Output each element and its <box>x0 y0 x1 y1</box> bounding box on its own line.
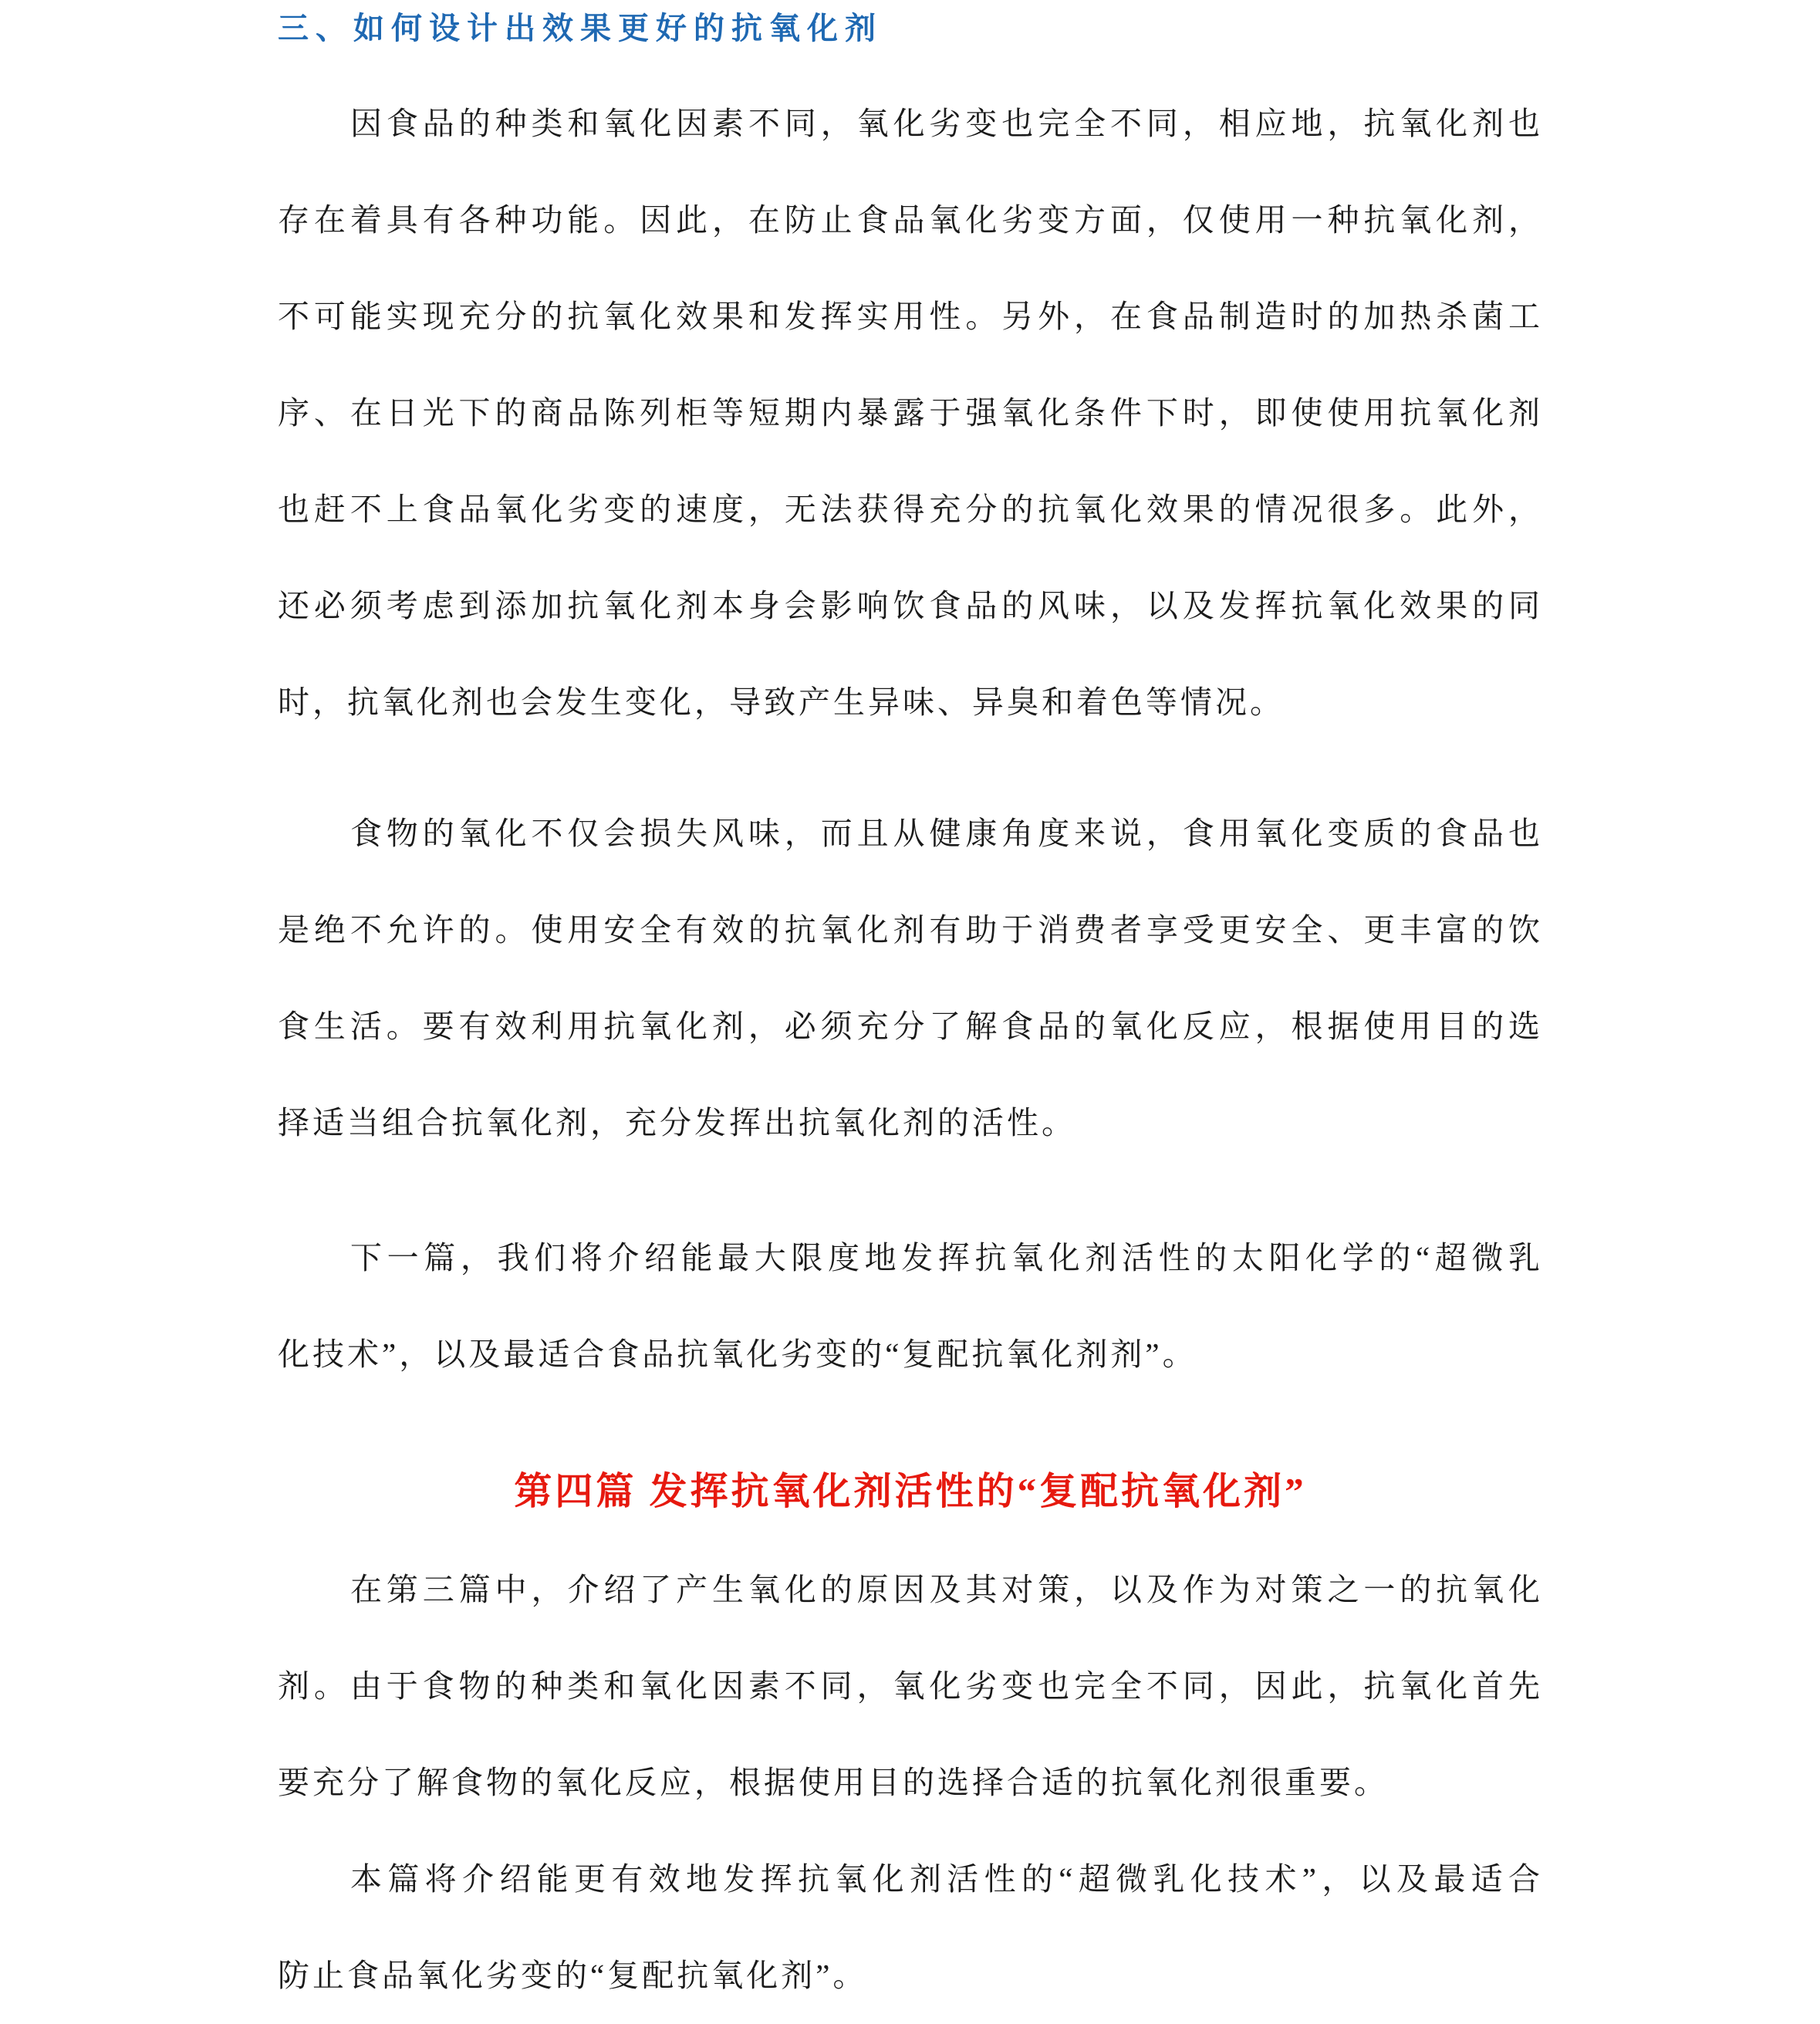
paragraph-antioxidant-functions <box>278 76 1543 751</box>
document-body <box>278 5 1543 2024</box>
text-line: 序、在日光下的商品陈列柜等短期内暴露于强氧化条件下时，即使使用抗氧化剂 <box>278 395 1543 431</box>
paragraph-chapter3-recap <box>278 1542 1543 1831</box>
text-line: 化技术”，以及最适合食品抗氧化劣变的“复配抗氧化剂剂”。 <box>278 1336 1197 1372</box>
text-line: 是绝不允许的。使用安全有效的抗氧化剂有助于消费者享受更安全、更丰富的饮 <box>278 912 1543 948</box>
paragraph-this-article-intro <box>278 1831 1543 2024</box>
text-line: 剂。由于食物的种类和氧化因素不同，氧化劣变也完全不同，因此，抗氧化首先 <box>278 1668 1543 1704</box>
text-line: 存在着具有各种功能。因此，在防止食品氧化劣变方面，仅使用一种抗氧化剂， <box>278 202 1543 238</box>
paragraph-health-safety <box>278 786 1543 1171</box>
text-line: 也赶不上食品氧化劣变的速度，无法获得充分的抗氧化效果的情况很多。此外， <box>278 492 1543 527</box>
text-line: 不可能实现充分的抗氧化效果和发挥实用性。另外，在食品制造时的加热杀菌工 <box>278 299 1543 334</box>
text-line: 本篇将介绍能更有效地发挥抗氧化剂活性的“超微乳化技术”，以及最适合 <box>350 1861 1543 1897</box>
text-line: 防止食品氧化劣变的“复配抗氧化剂”。 <box>278 1958 868 1993</box>
text-line: 在第三篇中，介绍了产生氧化的原因及其对策，以及作为对策之一的抗氧化 <box>350 1572 1543 1607</box>
text-line: 要充分了解食物的氧化反应，根据使用目的选择合适的抗氧化剂很重要。 <box>278 1765 1389 1800</box>
paragraph-next-article-intro <box>278 1210 1543 1403</box>
text-line: 因食品的种类和氧化因素不同，氧化劣变也完全不同，相应地，抗氧化剂也 <box>350 106 1543 141</box>
section3-heading: 三、如何设计出效果更好的抗氧化剂 <box>278 11 883 46</box>
text-line: 食生活。要有效利用抗氧化剂，必须充分了解食品的氧化反应，根据使用目的选 <box>278 1009 1543 1044</box>
text-line: 时，抗氧化剂也会发生变化，导致产生异味、异臭和着色等情况。 <box>278 684 1285 720</box>
section4-heading: 第四篇 发挥抗氧化剂活性的“复配抗氧化剂” <box>514 1470 1307 1512</box>
text-line: 还必须考虑到添加抗氧化剂本身会影响饮食品的风味，以及发挥抗氧化效果的同 <box>278 588 1543 623</box>
document-page <box>0 5 1820 2011</box>
text-line: 下一篇，我们将介绍能最大限度地发挥抗氧化剂活性的太阳化学的“超微乳 <box>350 1240 1543 1276</box>
text-line: 择适当组合抗氧化剂，充分发挥出抗氧化剂的活性。 <box>278 1105 1076 1140</box>
text-line: 食物的氧化不仅会损失风味，而且从健康角度来说，食用氧化变质的食品也 <box>350 816 1543 851</box>
